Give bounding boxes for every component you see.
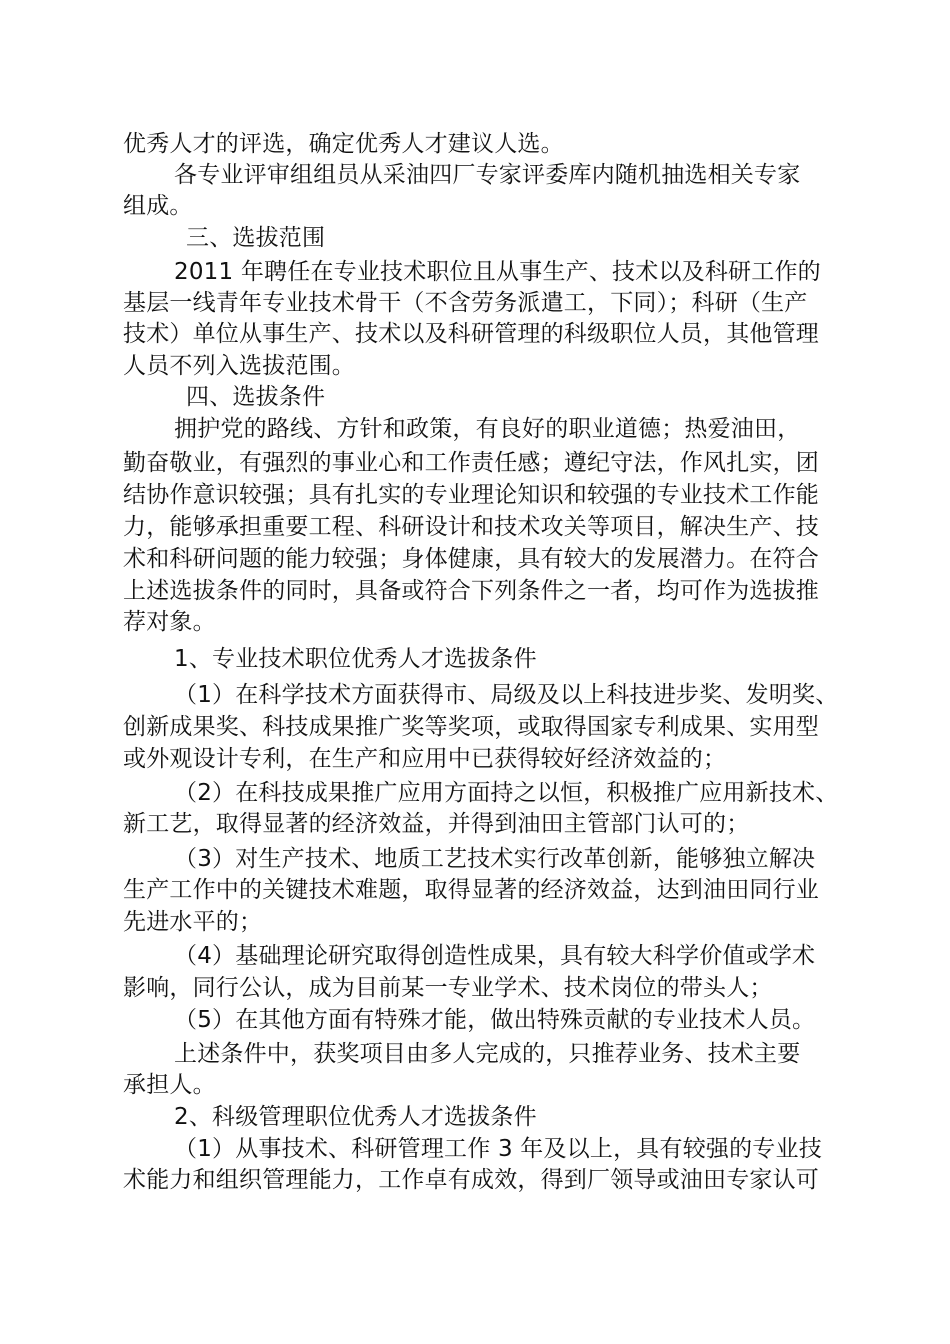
text-line: 优秀人才的评选，确定优秀人才建议人选。 bbox=[123, 131, 564, 157]
text-line: 或外观设计专利，在生产和应用中已获得较好经济效益的； bbox=[123, 746, 727, 772]
text-line: 组成。 bbox=[123, 193, 193, 219]
text-line: 拥护党的路线、方针和政策，有良好的职业道德；热爱油田， bbox=[174, 416, 801, 442]
subsection-heading: 2、科级管理职位优秀人才选拔条件 bbox=[174, 1104, 537, 1130]
text-line: 创新成果奖、科技成果推广奖等奖项，或取得国家专利成果、实用型 bbox=[123, 714, 819, 740]
text-line: 上述选拔条件的同时，具备或符合下列条件之一者，均可作为选拔推 bbox=[123, 578, 819, 604]
text-line: 技术）单位从事生产、技术以及科研管理的科级职位人员，其他管理 bbox=[123, 321, 819, 347]
text-line: 勤奋敬业，有强烈的事业心和工作责任感；遵纪守法，作风扎实，团 bbox=[123, 450, 819, 476]
text-line: 生产工作中的关键技术难题，取得显著的经济效益，达到油田同行业 bbox=[123, 877, 819, 903]
subsection-heading: 1、专业技术职位优秀人才选拔条件 bbox=[174, 646, 537, 672]
text-line: 力，能够承担重要工程、科研设计和技术攻关等项目，解决生产、技 bbox=[123, 514, 819, 540]
text-line: 2011 年聘任在专业技术职位且从事生产、技术以及科研工作的 bbox=[174, 259, 821, 285]
text-line: 基层一线青年专业技术骨干（不含劳务派遣工，下同）；科研（生产 bbox=[123, 290, 808, 316]
text-line: （3）对生产技术、地质工艺技术实行改革创新，能够独立解决 bbox=[174, 846, 816, 872]
text-line: 影响，同行公认，成为目前某一专业学术、技术岗位的带头人； bbox=[123, 975, 773, 1001]
text-line: 承担人。 bbox=[123, 1072, 216, 1098]
text-line: （4）基础理论研究取得创造性成果，具有较大科学价值或学术 bbox=[174, 943, 816, 969]
text-line: 荐对象。 bbox=[123, 609, 216, 635]
text-line: 上述条件中，获奖项目由多人完成的，只推荐业务、技术主要 bbox=[174, 1041, 801, 1067]
text-line: 术能力和组织管理能力，工作卓有成效，得到厂领导或油田专家认可 bbox=[123, 1167, 819, 1193]
text-line: 先进水平的； bbox=[123, 909, 263, 935]
section-heading: 三、选拔范围 bbox=[186, 225, 326, 251]
text-line: 各专业评审组组员从采油四厂专家评委库内随机抽选相关专家 bbox=[174, 162, 801, 188]
section-heading: 四、选拔条件 bbox=[186, 384, 326, 410]
text-line: 术和科研问题的能力较强；身体健康，具有较大的发展潜力。在符合 bbox=[123, 546, 819, 572]
text-line: （1）从事技术、科研管理工作 3 年及以上，具有较强的专业技 bbox=[174, 1136, 822, 1162]
text-line: （1）在科学技术方面获得市、局级及以上科技进步奖、发明奖、 bbox=[174, 682, 839, 708]
text-line: （2）在科技成果推广应用方面持之以恒，积极推广应用新技术、 bbox=[174, 780, 839, 806]
text-line: （5）在其他方面有特殊才能，做出特殊贡献的专业技术人员。 bbox=[174, 1007, 816, 1033]
text-line: 新工艺，取得显著的经济效益，并得到油田主管部门认可的； bbox=[123, 811, 750, 837]
text-line: 人员不列入选拔范围。 bbox=[123, 353, 355, 379]
text-line: 结协作意识较强；具有扎实的专业理论知识和较强的专业技术工作能 bbox=[123, 482, 819, 508]
